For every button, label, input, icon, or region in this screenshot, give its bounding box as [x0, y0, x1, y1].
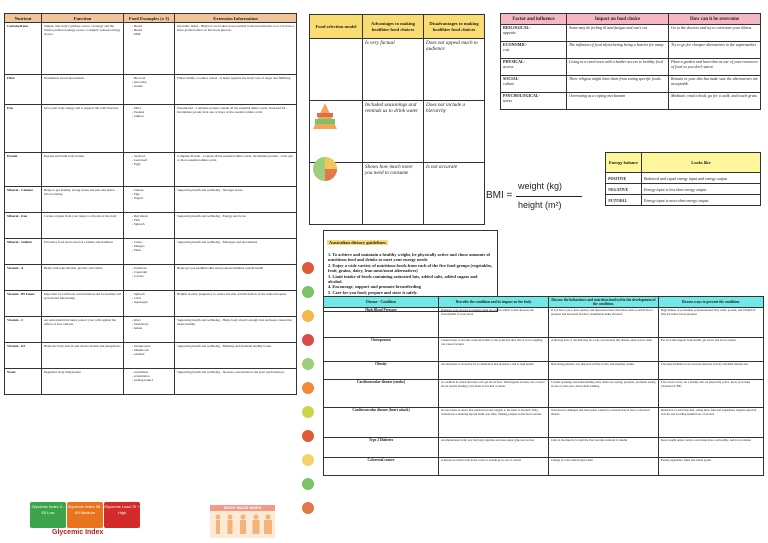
- disease-detail: Bad eating patterns, low physical activity levels, and sleeping routine: [549, 362, 659, 380]
- food-model-image-cell: [310, 39, 363, 101]
- food-example-list: [126, 318, 172, 330]
- factor-row: [501, 76, 761, 93]
- disease-table: [323, 296, 764, 476]
- disease-detail: Change of cells called polyp's then: [549, 458, 659, 476]
- factor-cell: [501, 76, 567, 93]
- factor-influence: culture: [503, 80, 515, 86]
- nutrient-row: [5, 317, 297, 343]
- factor-row: [501, 59, 761, 76]
- disease-detail: A disease in which cells in the colon or rectum grow out of control: [439, 458, 549, 476]
- nutrient-table: [4, 13, 297, 395]
- advantage-cell: Included seasonings and reminds us to drink water: [363, 101, 424, 163]
- energy-row: [606, 173, 761, 184]
- disease-detail: Your heart is damaged and chest pains caused by restricted blood flow to the heart muscle: [549, 408, 659, 438]
- food-example: - Tomatoes: [132, 266, 172, 270]
- nutrient-name: Vitamin - A: [5, 265, 42, 291]
- disease-detail: Reduction of salt in the diet, eating more fruit and vegetables, regulate physical activity and avoiding harmful use of alcohol: [659, 408, 764, 438]
- nutrient-food-examples: [124, 153, 175, 187]
- nutrient-row: [5, 265, 297, 291]
- disease-row: [324, 458, 764, 476]
- impact-cell: Some may be feeling ill and fatigue and can't cut: [567, 25, 669, 42]
- nutrient-name: Mineral - Iron: [5, 213, 42, 239]
- food-example-list: [126, 154, 172, 166]
- disease-detail: Causes bones to become weak and brittle to the point that they fall of even coughing can cause fractures: [439, 338, 549, 362]
- nutrient-food-examples: [124, 187, 175, 213]
- bmi-formula: [486, 178, 598, 214]
- food-example: - Red meats: [132, 214, 172, 218]
- advantage-cell: Shows how much more you need to consume: [363, 163, 424, 225]
- nutrient-name: Mineral - Calcium: [5, 187, 42, 213]
- nutrient-function: Simple: The body's primary source of energy and the brain's preferred energy source. Complex: releases energy slower: [42, 23, 124, 75]
- disease-detail: Live tobacco free, eat a healthy diet, be physically active, know your risks (cholesterol, BP): [659, 380, 764, 408]
- impact-cell: The inflation of food skyrocketing being a barrier for many: [567, 42, 669, 59]
- bmi-image-label: BODY MASS INDEX: [224, 505, 262, 510]
- disadvantage-cell: Does not appeal much to audience: [424, 39, 485, 101]
- nutrient-row: [5, 291, 297, 317]
- factor-row: [501, 93, 761, 110]
- factor-row: [501, 42, 761, 59]
- food-example-list: [126, 292, 172, 304]
- nutrient-function: Give your body energy and to support the cells' function: [42, 105, 124, 153]
- nutrient-food-examples: [124, 265, 175, 291]
- food-example: - cucumbers: [132, 370, 172, 374]
- factor-influence: cost: [503, 46, 510, 52]
- disease-row: [324, 308, 764, 338]
- factor-influence: appetite: [503, 29, 516, 35]
- disadvantage-cell: Is not accurate: [424, 163, 485, 225]
- food-example: - Liver: [132, 296, 172, 300]
- food-example: - Olive: [132, 106, 172, 110]
- food-model-row: [310, 39, 485, 101]
- food-example-list: [126, 240, 172, 252]
- disease-detail: An impairment in the way the body regulates and uses sugar (glucose) as fuel: [439, 438, 549, 458]
- energy-description: Energy input is more than energy output: [642, 195, 761, 206]
- food-example: - Beans: [132, 28, 172, 32]
- factor-cell: [501, 93, 567, 110]
- food-model-header: Food selection model: [310, 15, 363, 39]
- factor-name: ECONOMIC-: [503, 42, 528, 47]
- nutrient-name: Mineral - Sodium: [5, 239, 42, 265]
- energy-row: [606, 195, 761, 206]
- nutrient-row: [5, 239, 297, 265]
- factors-table: [500, 13, 761, 110]
- energy-row: [606, 184, 761, 195]
- nutrient-extension: Supporting health and wellbeing - Stronger bones: [175, 187, 297, 213]
- nutrient-function: An antioxidant that helps protect your cells against the effects of free radicals: [42, 317, 124, 343]
- impact-header: Impact on food choice: [567, 14, 669, 25]
- nutrient-extension: Supporting health and wellbeing - Energy and focus: [175, 213, 297, 239]
- food-example: - Spinach: [132, 222, 172, 226]
- function-header: Function: [42, 14, 124, 23]
- overcome-header: How can it be overcome: [669, 14, 761, 25]
- energy-description: Balanced and equal energy input and energy output: [642, 173, 761, 184]
- energy-type: POSITIVE: [606, 173, 642, 184]
- gi-medium-segment: Glycemic Index 56 - 69 Medium: [67, 502, 103, 528]
- energy-type: NEGATIVE: [606, 184, 642, 195]
- guidelines-title: Australian dietary guidelines: [329, 240, 386, 245]
- disease-row: [324, 438, 764, 458]
- disease-detail: Cells in the muscle, fat and the liver become resistant to insulin: [549, 438, 659, 458]
- disease-detail: High intakes of potassium, polyunsaturated fatty acids, protein, and Vitamin D may all reduce blood pressure: [659, 308, 764, 338]
- factor-influence: access: [503, 63, 514, 69]
- nutrient-function: Helps the body absorb and retain calcium and phosphorus: [42, 343, 124, 369]
- disease-detail: An abnormal or excessive fat accumulation that presents a risk to legit health: [439, 362, 549, 380]
- factor-name: PHYSICAL-: [503, 59, 526, 64]
- disease-detail: If you have you to have anxiety and depression more than those with a normal blood pressure and increased alcohol consumption make elevated: [549, 308, 659, 338]
- energy-type: NUTURAL: [606, 195, 642, 206]
- advantages-header: Advantages to making healthier food choices: [363, 15, 424, 39]
- advantage-cell: Is very factual: [363, 39, 424, 101]
- disease-header: Disease - Condition: [324, 297, 439, 308]
- nutrient-row: [5, 153, 297, 187]
- food-example: - Carrots: [132, 274, 172, 278]
- bmi-label: BMI =: [486, 190, 513, 201]
- nutrient-extension: Helpful in early pregnancy to reduce the risk of birth defects of the brain and spine: [175, 291, 297, 317]
- food-example-list: [126, 76, 172, 88]
- disease-name: Obesity: [324, 362, 439, 380]
- describe-header: Describe the condition and its impact on the body: [439, 297, 549, 308]
- behaviours-header: Discuss the behaviours and nutrition involved in the development of the condition.: [549, 297, 659, 308]
- nutrient-row: [5, 23, 297, 75]
- nutrient-name: Vitamin - B9 Folate: [5, 291, 42, 317]
- nutrient-row: [5, 187, 297, 213]
- food-example: - Capsicum: [132, 270, 172, 274]
- nutrient-row: [5, 369, 297, 395]
- nutrient-extension: Supporting health and wellbeing - Messages and movements: [175, 239, 297, 265]
- bmi-numerator: weight (kg): [518, 181, 563, 191]
- nutrient-extension: Fibre's ability to reduce cancer - it helps regulate the body's use of sugar and fulfilling: [175, 75, 297, 105]
- disease-detail: A condition in which the brain can't get blood flow. This happens because one or more blood vessels leading to the brain is blocked or bursts: [439, 380, 549, 408]
- food-example: - Mushroom: [132, 348, 172, 352]
- disease-name: Type 2 Diabetes: [324, 438, 439, 458]
- guideline-item: 3. Limit intake of foods containing saturated fats, added salts, added sugars and alcohol.: [328, 273, 478, 285]
- guideline-item: 2. Enjoy a wide variety of nutritious foods from each of the five food groups (vegetables, fruit, grains, dairy, lean meat/meat alternatives): [328, 262, 493, 274]
- disease-detail: Eat food that support bone health, get active and do not smoke: [659, 338, 764, 362]
- energy-description: Energy input is less than energy output: [642, 184, 761, 195]
- nutrient-food-examples: [124, 239, 175, 265]
- food-example: - Milk: [132, 32, 172, 36]
- nutrient-header: Nutrient: [5, 14, 42, 23]
- nutrient-row: [5, 343, 297, 369]
- gi-caption: Glycemic Index: [52, 529, 104, 536]
- looks-like-header: Looks like: [642, 153, 761, 173]
- impact-cell: Living in a rural area with a harder access to healthy food: [567, 59, 669, 76]
- factor-name: BIOLOGICAL-: [503, 25, 531, 30]
- nutrient-row: [5, 213, 297, 239]
- nutrient-name: Fats: [5, 105, 42, 153]
- food-example: - Broccoli: [132, 76, 172, 80]
- disease-row: [324, 408, 764, 438]
- food-examples-header: Food Examples (x 3): [124, 14, 175, 23]
- nutrient-food-examples: [124, 105, 175, 153]
- disease-detail: Damages your arteries by making them less elastic which would decrease the flow/rhythm of your blood: [439, 308, 549, 338]
- food-example: - Bread: [132, 24, 172, 28]
- food-example-list: [126, 106, 172, 118]
- disease-row: [324, 338, 764, 362]
- guidelines-list: [324, 249, 497, 298]
- disease-detail: Trouble speaking and understanding what others are saying, paralysis, problems seeing in one or both eyes, and trouble walking: [549, 380, 659, 408]
- prevent-header: Discuss ways to prevent the condition.: [659, 297, 764, 308]
- disease-name: Colorectal cancer: [324, 458, 439, 476]
- impact-cell: Their religion might limit them from eating specific foods: [567, 76, 669, 93]
- food-example: - Orange juice: [132, 344, 172, 348]
- food-example: - Kiwi: [132, 318, 172, 322]
- nutrient-name: Fibre: [5, 75, 42, 105]
- disease-name: Osteoporosis: [324, 338, 439, 362]
- guideline-item: 4. Encourage, support and promote breastfeeding: [328, 284, 421, 290]
- food-example: - Grains: [132, 84, 172, 88]
- food-example: - Pizza: [132, 248, 172, 252]
- food-example: - Yogurt: [132, 196, 172, 200]
- guideline-item: 1. To achieve and maintain a healthy weight, be physically active and chose amounts of nutritious food and drinks to meet your energy needs: [328, 252, 490, 263]
- nutrient-name: Vitamin - D3: [5, 343, 42, 369]
- nutrient-function: Helps with reproduction, growth, and vision: [42, 265, 124, 291]
- bmi-body-image: [210, 505, 275, 538]
- nutrient-food-examples: [124, 317, 175, 343]
- nutrient-food-examples: [124, 23, 175, 75]
- disease-name: High Blood Pressure: [324, 308, 439, 338]
- disease-row: [324, 362, 764, 380]
- nutrient-function: Carries oxygen from your lungs to all parts of the body: [42, 213, 124, 239]
- factor-cell: [501, 25, 567, 42]
- nutrient-function: Repairs and build body tissues: [42, 153, 124, 187]
- nutrient-function: Helps to get healthy, strong bones and pets and nail to blood clotting: [42, 187, 124, 213]
- gi-high-segment: Glycemic Load 70 + High: [104, 502, 140, 528]
- disease-detail: A lifelong lack of calcium may be a way you develop this disease when you're older: [549, 338, 659, 362]
- bmi-denominator: height (m²): [518, 200, 562, 210]
- overcome-cell: Go to the doctors and try to overcome your illness: [669, 25, 761, 42]
- food-example: - Fish: [132, 218, 172, 222]
- nutrient-extension: Supporting health and wellbeing - Increase concentration and sport performances: [175, 369, 297, 395]
- disease-detail: Occurs when an artery that sends blood and oxygen to the heart is blocked. Fatty, cholesterol-containing deposit build over time, forming plaques in the heart arteries: [439, 408, 549, 438]
- food-example-list: [126, 214, 172, 226]
- glycemic-index-graphic: [30, 502, 140, 540]
- nutrient-food-examples: [124, 343, 175, 369]
- overcome-cell: Meditate, read a book, go for a walk, and touch grass: [669, 93, 761, 110]
- food-example: - Mangos: [132, 244, 172, 248]
- nutrient-name: Vitamin - C: [5, 317, 42, 343]
- nutrient-row: [5, 75, 297, 105]
- nutrient-food-examples: [124, 291, 175, 317]
- nutrient-extension: Helps get you healthier skin and promotes immune system health: [175, 265, 297, 291]
- disease-detail: Choosing healthier food, increase physical activity and limit internet use: [659, 362, 764, 380]
- factor-row: [501, 25, 761, 42]
- guideline-item: 5. Care for you food; prepare and store it safely.: [328, 289, 418, 295]
- factor-name: SOCIAL-: [503, 76, 520, 81]
- disease-name: Cardiovascular disease (heart attack): [324, 408, 439, 438]
- overcome-cell: Remain in your diet but make sure the alternatives are acceptable: [669, 76, 761, 93]
- nutrient-extension: Glycemic Index - High GI: are broken down quickly in the bloodstream. Low GI: have a more gradual effect on the blood glucose.: [175, 23, 297, 75]
- nutrient-row: [5, 105, 297, 153]
- food-example: - salmon: [132, 114, 172, 118]
- food-example: - iceberg lettuce: [132, 378, 172, 382]
- nutrient-extension: Supporting health and wellbeing - Building and maintain healthy bones: [175, 343, 297, 369]
- factor-cell: [501, 42, 567, 59]
- factor-influence: stress: [503, 97, 512, 103]
- food-example-list: [126, 370, 172, 382]
- nutrient-function: Important for red blood cell formation and for healthy cell growth and functioning: [42, 291, 124, 317]
- food-example: - oatmeal: [132, 352, 172, 356]
- nutrient-function: Normalises bowel movements: [42, 75, 124, 105]
- nutrient-function: Regulates body temperature: [42, 369, 124, 395]
- nutrient-name: Carbohydrates: [5, 23, 42, 75]
- food-example: - Lean beef: [132, 158, 172, 162]
- gi-low-segment: Glycemic Index 0 - 55 Low: [30, 502, 66, 528]
- overcome-cell: Plant a garden and have that as one of your resources of food so you don't starve: [669, 59, 761, 76]
- food-example: - Crisps: [132, 240, 172, 244]
- food-example: - Avocados: [132, 80, 172, 84]
- food-example-list: [126, 24, 172, 36]
- nutrient-extension: Complete Protein - Contain all the essential amino acids. Incomplete protein - Lack one or more essential amino acids.: [175, 153, 297, 187]
- disadvantages-header: Disadvantages to making healthier food choices: [424, 15, 485, 39]
- nutrient-function: Excessive food and is used as a binder and stabiliser: [42, 239, 124, 265]
- food-example: - Peanuts: [132, 110, 172, 114]
- impact-cell: Overeating as a coping mechanism: [567, 93, 669, 110]
- food-example-list: [126, 344, 172, 356]
- factor-name: PSYCHOLOGICAL-: [503, 93, 540, 98]
- food-example: - Cheese: [132, 188, 172, 192]
- food-example: - Seafood: [132, 154, 172, 158]
- food-column-image: [296, 258, 320, 530]
- energy-balance-header: Energy balance: [606, 153, 642, 173]
- nutrient-food-examples: [124, 369, 175, 395]
- food-models-image: [309, 99, 341, 189]
- food-example: - watermelon: [132, 374, 172, 378]
- disease-row: [324, 380, 764, 408]
- food-example-list: [126, 266, 172, 278]
- bmi-fraction-line: [516, 196, 582, 197]
- disadvantage-cell: Does not include a hierarchy: [424, 101, 485, 163]
- nutrient-name: Protein: [5, 153, 42, 187]
- food-example: - Figs: [132, 192, 172, 196]
- food-example: - Spinach: [132, 292, 172, 296]
- nutrient-extension: Supporting health and wellbeing - Helps body absorb enough iron and keep connective tissue healthy: [175, 317, 297, 343]
- food-example: - Eggs: [132, 162, 172, 166]
- food-example: - Strawberry: [132, 322, 172, 326]
- energy-balance-table: [605, 152, 761, 206]
- nutrient-food-examples: [124, 213, 175, 239]
- nutrient-name: Water: [5, 369, 42, 395]
- nutrient-extension: Unsaturated - Complete protein contain all the essential amino acids. Saturated fat - Incomplete protein lack one or more of the essential amino acids: [175, 105, 297, 153]
- factor-header: Factor and influence: [501, 14, 567, 25]
- food-example: - lemon: [132, 326, 172, 330]
- disease-detail: Keep weight under control, exercising more, eat healthy, and do not smoke: [659, 438, 764, 458]
- food-example-list: [126, 188, 172, 200]
- factor-cell: [501, 59, 567, 76]
- food-example: - Asparagus: [132, 300, 172, 304]
- overcome-cell: Try to go for cheaper alternatives in the supermarket: [669, 42, 761, 59]
- extension-header: Extension Information: [175, 14, 297, 23]
- nutrient-food-examples: [124, 75, 175, 105]
- disease-name: Cardiovascular disease (stroke): [324, 380, 439, 408]
- disease-detail: Eating vegetables, fruits and whole grains: [659, 458, 764, 476]
